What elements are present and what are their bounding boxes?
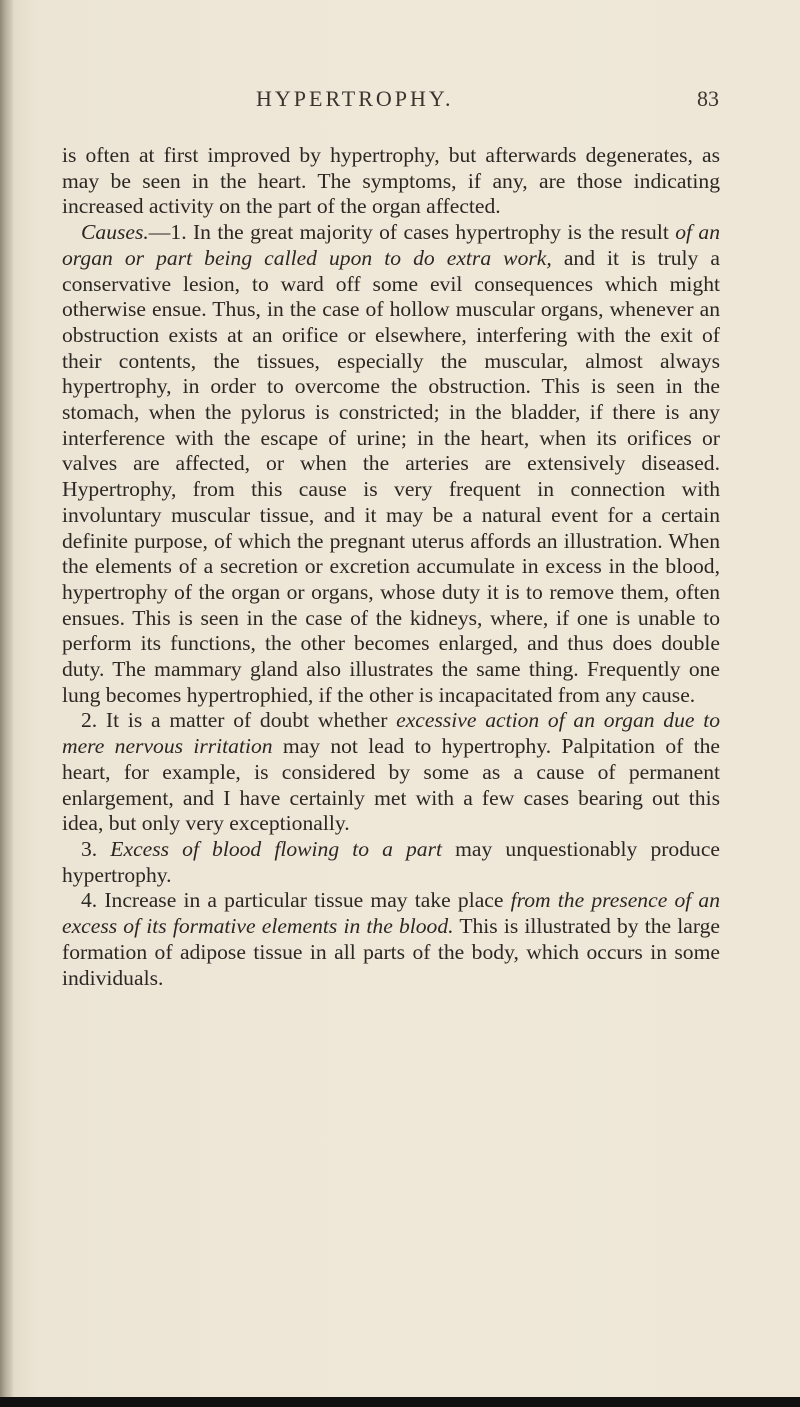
page-number: 83 bbox=[697, 86, 719, 111]
paragraph-text: may unquestionably produce hypertrophy. bbox=[62, 836, 720, 887]
section-label-causes: Causes. bbox=[81, 220, 149, 245]
emphasis-text: Excess of blood flowing to a part bbox=[110, 836, 443, 861]
paragraph-text: 4. Increase in a particular tissue may take place bbox=[81, 888, 511, 913]
emphasis-text: excessive action of an organ due to mere nervous irritation bbox=[62, 708, 720, 759]
paragraph-text: is often at first improved by hypertrophy, but afterwards degenerates, as may be seen in the heart. The symptoms, if any, are those indicating increased activity on the part of the organ affected. bbox=[62, 143, 720, 219]
paragraph-causes-4 bbox=[62, 888, 720, 991]
paragraph-continuation bbox=[62, 143, 720, 220]
paragraph-text: 3. bbox=[81, 836, 111, 861]
paragraph-causes-1 bbox=[62, 220, 720, 708]
running-header bbox=[0, 86, 800, 116]
running-title: HYPERTROPHY. bbox=[256, 86, 454, 111]
paragraph-causes-2 bbox=[62, 708, 720, 837]
emphasis-text: of an organ or part being called upon to do extra work, bbox=[62, 220, 720, 270]
page-gutter-shadow bbox=[0, 0, 14, 1407]
body-text bbox=[62, 143, 720, 991]
paragraph-text: and it is truly a conservative lesion, to ward off some evil consequences which might otherwise ensue. Thus, in the case of hollow muscular organs, whenever an obstruction exists at an orifice or elsewhere, interfering with the exit of their contents, the tissues, especially the muscular, almost always hypertrophy, in order to overcome the obstruction. This is seen in the stomach, when the pylorus is constricted; in the bladder, if there is any interference with the escape of urine; in the heart, when its orifices or valves are affected, or when the arteries are extensively diseased. Hypertrophy, from this cause is very frequent in connection with involuntary muscular tissue, and it may be a natural event for a certain definite purpose, of which the pregnant uterus affords an illustration. When the elements of a secretion or excretion accumulate in excess in the blood, hypertrophy of the organ or organs, whose duty it is to remove them, often ensues. This is seen in the case of the kidneys, where, if one is unable to perform its functions, the other becomes enlarged, and thus does double duty. The mammary gland also illustrates the same thing. Frequently one lung becomes hypertrophied, if the other is incapacitated from any cause. bbox=[62, 245, 720, 707]
scan-bottom-edge bbox=[0, 1397, 800, 1407]
paragraph-text: —1. In the great majority of cases hypertrophy is the result bbox=[148, 220, 676, 245]
paragraph-causes-3 bbox=[62, 837, 720, 888]
paragraph-text: 2. It is a matter of doubt whether bbox=[81, 708, 397, 733]
emphasis-text: from the presence of an excess of its formative elements in the blood. bbox=[62, 888, 721, 939]
paragraph-text: This is illustrated by the large formation of adipose tissue in all parts of the body, which occurs in some individuals. bbox=[62, 914, 721, 990]
paragraph-text: may not lead to hypertrophy. Palpitation of the heart, for example, is considered by some as a cause of permanent enlargement, and I have certainly met with a few cases bearing out this idea, but only very exceptionally. bbox=[62, 734, 720, 836]
